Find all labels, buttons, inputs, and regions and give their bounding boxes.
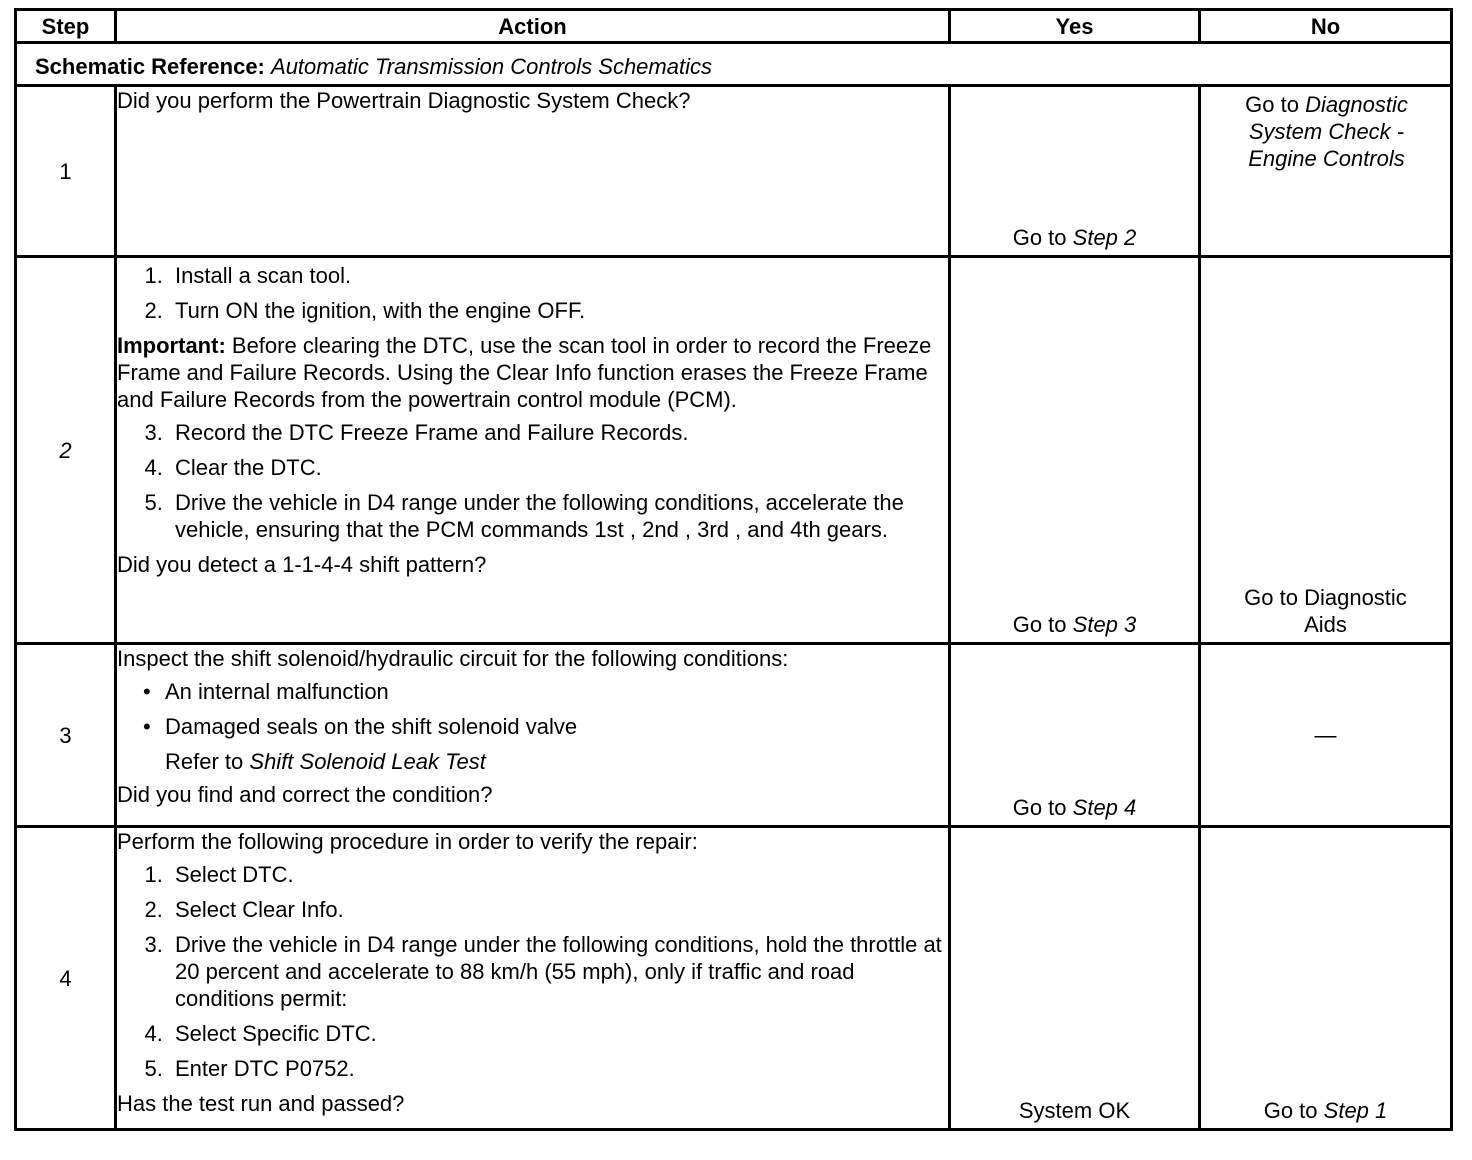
no-text: — <box>1314 722 1337 748</box>
yes-link[interactable]: Step 2 <box>1072 225 1137 250</box>
no-prefix: Go to <box>1263 1098 1318 1123</box>
action-cell <box>116 257 950 644</box>
important-text: Before clearing the DTC, use the scan tool in order to record the Freeze Frame and Failure Records. Using the Clear Info function erases the Freeze Frame and Failure Records from the powertrain control module (PCM). <box>117 333 932 412</box>
yes-link[interactable]: Step 4 <box>1072 795 1137 820</box>
list-item: 3. Drive the vehicle in D4 range under the following conditions, hold the throttle at 20 percent and accelerate to 88 km/h (55 mph), only if traffic and road conditions permit: <box>169 931 948 1012</box>
action-cell <box>116 86 950 257</box>
step-number: 2 <box>16 257 116 644</box>
reference <box>165 748 948 775</box>
list-item: 1. Select DTC. <box>169 861 948 888</box>
header-action: Action <box>116 10 950 43</box>
important-label: Important: <box>117 333 226 358</box>
question: Did you perform the Powertrain Diagnostic System Check? <box>117 88 691 113</box>
no-link[interactable]: Step 1 <box>1323 1098 1388 1123</box>
no-cell <box>1200 827 1452 1130</box>
diagnostic-table <box>14 8 1453 1131</box>
yes-cell <box>950 827 1200 1130</box>
no-cell <box>1200 86 1452 257</box>
action-cell <box>116 827 950 1130</box>
procedure-list <box>117 861 948 1082</box>
table-row <box>16 644 1452 827</box>
question: Has the test run and passed? <box>117 1091 405 1116</box>
ref-prefix: Refer to <box>165 749 244 774</box>
schematic-reference <box>16 43 1452 86</box>
header-no: No <box>1200 10 1452 43</box>
yes-prefix: Go to <box>1012 795 1067 820</box>
list-item: 5. Drive the vehicle in D4 range under the following conditions, accelerate the vehicle, ensuring that the PCM commands 1st , 2nd , 3rd , and 4th gears. <box>169 489 948 543</box>
list-item: 2. Turn ON the ignition, with the engine OFF. <box>169 297 948 324</box>
no-cell <box>1200 257 1452 644</box>
list-item: • An internal malfunction <box>165 678 948 705</box>
list-item: 4. Select Specific DTC. <box>169 1020 948 1047</box>
step-number: 3 <box>16 644 116 827</box>
list-item: 3. Record the DTC Freeze Frame and Failure Records. <box>169 419 948 446</box>
step-number: 4 <box>16 827 116 1130</box>
yes-cell <box>950 644 1200 827</box>
schematic-reference-row <box>16 43 1452 86</box>
step-number: 1 <box>16 86 116 257</box>
question: Did you find and correct the condition? <box>117 782 493 807</box>
table-row <box>16 86 1452 257</box>
procedure-list <box>117 419 948 543</box>
no-prefix: Go to <box>1245 92 1299 117</box>
schematic-link[interactable]: Automatic Transmission Controls Schematics <box>271 53 712 79</box>
list-item: 2. Select Clear Info. <box>169 896 948 923</box>
no-text[interactable]: Go to Diagnostic Aids <box>1244 585 1407 637</box>
list-item: • Damaged seals on the shift solenoid valve <box>165 713 948 740</box>
yes-prefix: Go to <box>1012 225 1067 250</box>
list-item: 4. Clear the DTC. <box>169 454 948 481</box>
list-item: 1. Install a scan tool. <box>169 262 948 289</box>
procedure-list <box>117 262 948 324</box>
condition-list <box>117 678 948 740</box>
ref-link[interactable]: Shift Solenoid Leak Test <box>249 749 486 774</box>
no-cell <box>1200 644 1452 827</box>
table-row <box>16 827 1452 1130</box>
yes-text[interactable]: System OK <box>1018 1098 1131 1123</box>
schematic-label: Schematic Reference: <box>35 53 265 79</box>
action-cell <box>116 644 950 827</box>
yes-cell <box>950 257 1200 644</box>
yes-prefix: Go to <box>1012 612 1067 637</box>
yes-link[interactable]: Step 3 <box>1072 612 1137 637</box>
list-item: 5. Enter DTC P0752. <box>169 1055 948 1082</box>
question: Did you detect a 1-1-4-4 shift pattern? <box>117 552 487 577</box>
table-row <box>16 257 1452 644</box>
important-note <box>117 332 948 413</box>
header-row <box>16 10 1452 43</box>
yes-cell <box>950 86 1200 257</box>
intro-text: Inspect the shift solenoid/hydraulic circuit for the following conditions: <box>117 646 789 671</box>
header-yes: Yes <box>950 10 1200 43</box>
header-step: Step <box>16 10 116 43</box>
intro-text: Perform the following procedure in order to verify the repair: <box>117 829 698 854</box>
no-link[interactable]: Diagnostic System Check - Engine Controls <box>1248 92 1408 171</box>
